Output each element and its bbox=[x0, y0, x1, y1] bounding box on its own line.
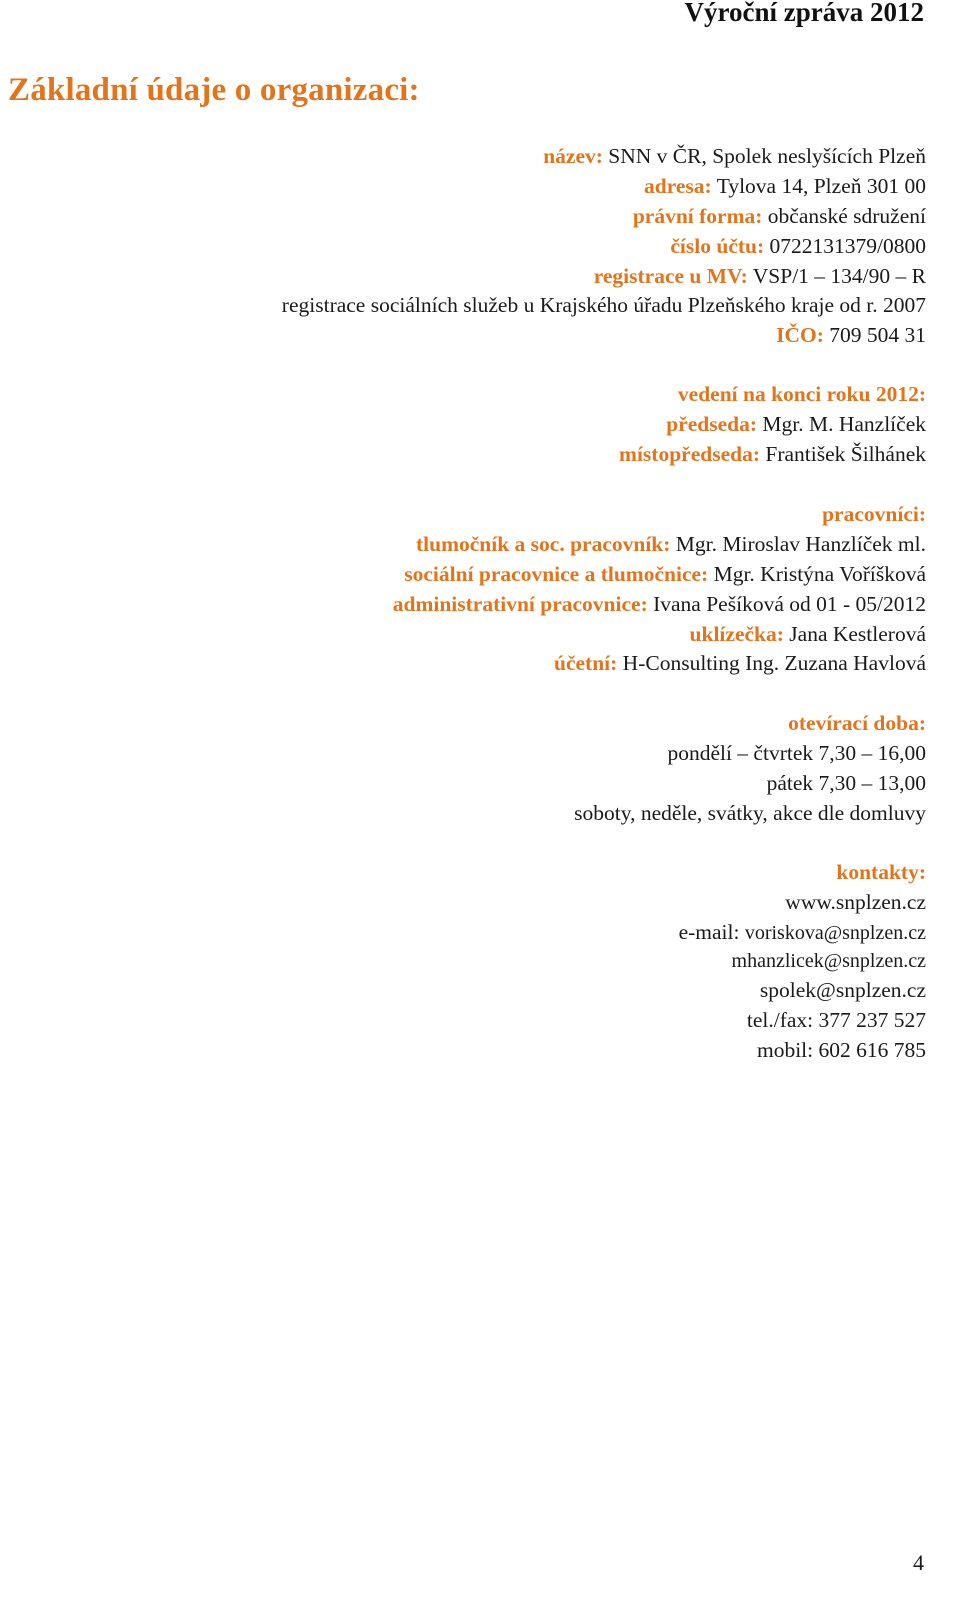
chair-label: předseda: bbox=[666, 412, 758, 436]
address-value: Tylova 14, Plzeň 301 00 bbox=[716, 174, 926, 198]
vice-chair-value: František Šilhánek bbox=[765, 442, 926, 466]
opening-hours-line-1 bbox=[667, 743, 926, 765]
social-services-registration bbox=[282, 295, 926, 317]
website-row bbox=[785, 892, 926, 914]
admin-row bbox=[393, 594, 926, 616]
leadership-heading bbox=[678, 384, 926, 406]
phone-value: tel./fax: 377 237 527 bbox=[746, 1008, 926, 1032]
registration-value: VSP/1 – 134/90 – R bbox=[752, 264, 926, 288]
legal-form-label: právní forma: bbox=[632, 204, 763, 228]
social-worker-label: sociální pracovnice a tlumočnice: bbox=[404, 562, 709, 586]
mobile-value: mobil: 602 616 785 bbox=[756, 1038, 926, 1062]
accountant-value: H-Consulting Ing. Zuzana Havlová bbox=[622, 651, 926, 675]
cleaner-row bbox=[690, 624, 926, 646]
email-row bbox=[679, 922, 926, 944]
email-link-1[interactable]: voriskova@snplzen.cz bbox=[744, 922, 926, 944]
admin-label: administrativní pracovnice: bbox=[392, 592, 648, 616]
opening-hours-heading bbox=[788, 713, 926, 735]
legal-form-row bbox=[633, 206, 926, 228]
mobile-row bbox=[757, 1040, 926, 1062]
chair-row bbox=[666, 414, 926, 436]
address-label: adresa: bbox=[644, 174, 712, 198]
registration-label: registrace u MV: bbox=[593, 264, 748, 288]
name-row bbox=[543, 146, 926, 168]
social-services-text: registrace sociálních služeb u Krajského úřadu Plzeňského kraje od r. 2007 bbox=[281, 293, 926, 317]
address-row bbox=[644, 176, 926, 198]
ico-row bbox=[776, 325, 926, 347]
vice-chair-row bbox=[619, 444, 926, 466]
interpreter-row bbox=[416, 534, 926, 556]
page-number: 4 bbox=[913, 1550, 924, 1575]
vice-chair-label: místopředseda: bbox=[619, 442, 760, 466]
phone-row bbox=[747, 1010, 926, 1032]
chair-value: Mgr. M. Hanzlíček bbox=[762, 412, 926, 436]
contacts-heading bbox=[836, 862, 926, 884]
opening-hours-weekend: soboty, neděle, svátky, akce dle domluvy bbox=[574, 801, 926, 825]
opening-hours-friday: pátek 7,30 – 13,00 bbox=[766, 771, 926, 795]
account-row bbox=[670, 236, 926, 258]
admin-value: Ivana Pešíková od 01 - 05/2012 bbox=[653, 592, 926, 616]
opening-hours-heading-text: otevírací doba: bbox=[788, 711, 926, 735]
interpreter-label: tlumočník a soc. pracovník: bbox=[415, 532, 671, 556]
leadership-heading-text: vedení na konci roku 2012: bbox=[677, 382, 926, 406]
email-link-3[interactable]: spolek@snplzen.cz bbox=[759, 978, 926, 1002]
account-value: 0722131379/0800 bbox=[769, 234, 926, 258]
opening-hours-weekdays: pondělí – čtvrtek 7,30 – 16,00 bbox=[667, 741, 926, 765]
opening-hours-line-2 bbox=[767, 773, 926, 795]
page-title: Základní údaje o organizaci: bbox=[8, 72, 420, 108]
social-worker-row bbox=[404, 564, 926, 586]
name-label: název: bbox=[543, 144, 603, 168]
ico-label: IČO: bbox=[776, 323, 824, 347]
contacts-heading-text: kontakty: bbox=[836, 860, 926, 884]
account-label: číslo účtu: bbox=[670, 234, 765, 258]
email-row-2 bbox=[732, 951, 926, 971]
staff-heading-text: pracovníci: bbox=[822, 502, 926, 526]
name-value: SNN v ČR, Spolek neslyšících Plzeň bbox=[608, 144, 926, 168]
social-worker-value: Mgr. Kristýna Voříšková bbox=[713, 562, 926, 586]
email-link-2[interactable]: mhanzlicek@snplzen.cz bbox=[731, 950, 926, 972]
email-label: e-mail: bbox=[678, 920, 740, 944]
interpreter-value: Mgr. Miroslav Hanzlíček ml. bbox=[675, 532, 926, 556]
opening-hours-line-3 bbox=[574, 803, 926, 825]
report-header-title: Výroční zpráva 2012 bbox=[684, 0, 924, 27]
legal-form-value: občanské sdružení bbox=[767, 204, 926, 228]
website-link[interactable]: www.snplzen.cz bbox=[785, 890, 926, 914]
accountant-row bbox=[554, 653, 926, 675]
staff-heading bbox=[822, 504, 926, 526]
accountant-label: účetní: bbox=[554, 651, 618, 675]
cleaner-value: Jana Kestlerová bbox=[789, 622, 926, 646]
registration-row bbox=[594, 266, 926, 288]
cleaner-label: uklízečka: bbox=[689, 622, 784, 646]
email-row-3 bbox=[760, 980, 926, 1002]
ico-value: 709 504 31 bbox=[829, 323, 926, 347]
